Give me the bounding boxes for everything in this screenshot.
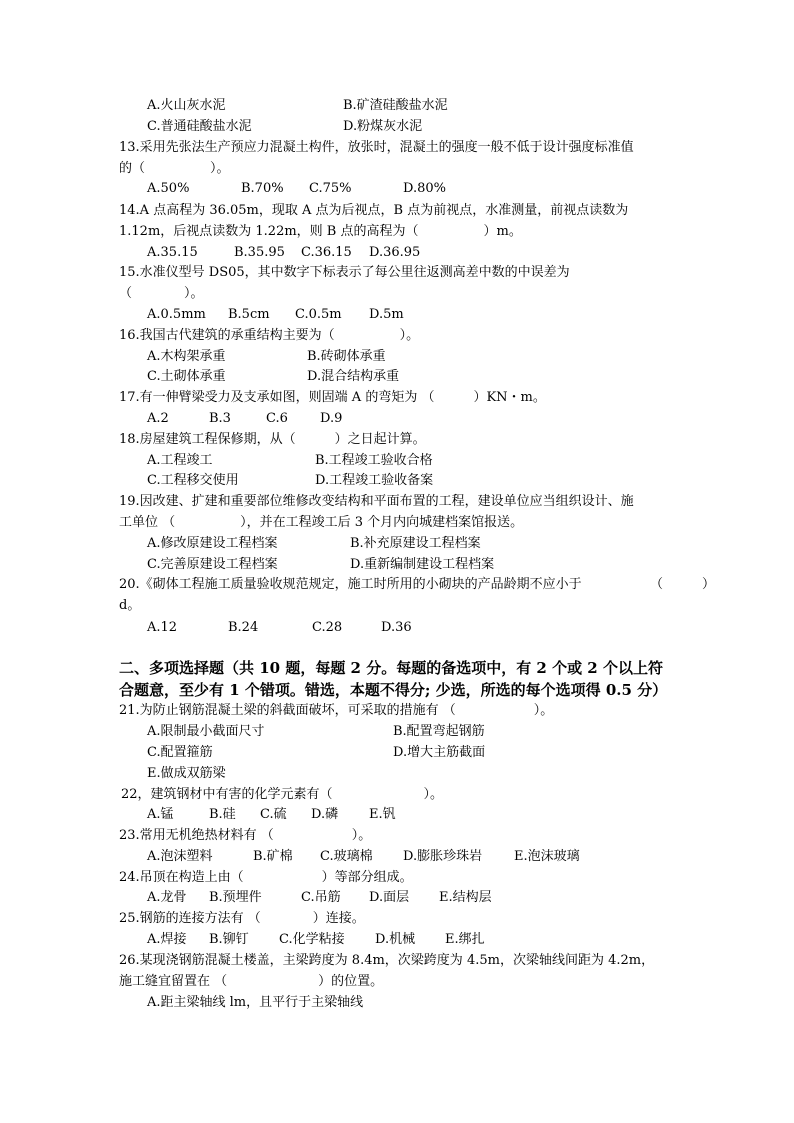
q14-option-c: C.36.15 bbox=[301, 245, 352, 260]
q17-option-c: C.6 bbox=[266, 411, 288, 426]
q17-option-b: B.3 bbox=[209, 411, 231, 426]
q25-option-b: B.铆钉 bbox=[209, 932, 249, 947]
q13-stem: 13.采用先张法生产预应力混凝土构件，放张时，混凝土的强度一般不低于设计强度标准值 bbox=[119, 140, 634, 155]
q20-stem-cont: d。 bbox=[119, 598, 141, 613]
q13-option-d: D.80% bbox=[403, 181, 446, 196]
q16-option-b: B.砖砌体承重 bbox=[307, 349, 386, 364]
q19-stem: 19.因改建、扩建和重要部位维修改变结构和平面布置的工程，建设单位应当组织设计、施 bbox=[119, 494, 634, 509]
q25-stem: 25.钢筋的连接方法有 （ ）连接。 bbox=[119, 911, 365, 926]
q19-option-c: C.完善原建设工程档案 bbox=[147, 557, 278, 572]
q20-option-a: A.12 bbox=[147, 620, 178, 635]
q19-option-a: A.修改原建设工程档案 bbox=[147, 536, 278, 551]
q20-option-c: C.28 bbox=[312, 620, 343, 635]
q22-option-b: B.硅 bbox=[209, 807, 236, 822]
q15-option-c: C.0.5m bbox=[295, 307, 342, 322]
q15-option-a: A.0.5mm bbox=[147, 307, 206, 322]
q22-stem: 22，建筑钢材中有害的化学元素有（ ）。 bbox=[121, 787, 444, 802]
q18-option-d: D.工程竣工验收备案 bbox=[315, 473, 434, 488]
q24-stem: 24.吊顶在构造上由（ ）等部分组成。 bbox=[119, 870, 413, 885]
q23-option-c: C.玻璃棉 bbox=[320, 849, 373, 864]
q17-option-d: D.9 bbox=[320, 411, 343, 426]
q24-option-e: E.结构层 bbox=[439, 890, 492, 905]
q24-option-b: B.预埋件 bbox=[209, 890, 262, 905]
q20-option-d: D.36 bbox=[381, 620, 412, 635]
q23-option-e: E.泡沫玻璃 bbox=[514, 849, 580, 864]
q25-option-d: D.机械 bbox=[375, 932, 416, 947]
q23-option-a: A.泡沫塑料 bbox=[147, 849, 213, 864]
q13-option-b: B.70% bbox=[241, 181, 284, 196]
q22-option-d: D.磷 bbox=[311, 807, 339, 822]
q20-answer-blank: （ ） bbox=[650, 577, 716, 592]
q21-option-e: E.做成双筋梁 bbox=[147, 766, 226, 781]
q20-stem: 20.《砌体工程施工质量验收规范规定，施工时所用的小砌块的产品龄期不应小于 bbox=[119, 577, 582, 592]
q26-stem-cont: 施工缝宜留置在 （ ）的位置。 bbox=[119, 974, 384, 989]
q13-option-a: A.50% bbox=[147, 181, 190, 196]
q18-option-c: C.工程移交使用 bbox=[147, 473, 239, 488]
q14-stem-cont: 1.12m，后视点读数为 1.22m，则 B 点的高程为（ ）m。 bbox=[119, 224, 522, 239]
q15-stem-cont: （ ）。 bbox=[119, 286, 204, 301]
q22-option-c: C.硫 bbox=[260, 807, 287, 822]
q21-option-a: A.限制最小截面尺寸 bbox=[147, 724, 265, 739]
q19-stem-cont: 工单位 （ ），并在工程竣工后 3 个月内向城建档案馆报送。 bbox=[119, 515, 524, 530]
q16-option-d: D.混合结构承重 bbox=[307, 369, 400, 384]
q22-option-a: A.锰 bbox=[147, 807, 174, 822]
q17-option-a: A.2 bbox=[147, 411, 169, 426]
q18-option-a: A.工程竣工 bbox=[147, 453, 213, 468]
q18-stem: 18.房屋建筑工程保修期，从（ ）之日起计算。 bbox=[119, 432, 426, 447]
q23-option-d: D.膨胀珍珠岩 bbox=[403, 849, 483, 864]
q16-option-c: C.土砌体承重 bbox=[147, 369, 226, 384]
q21-option-c: C.配置箍筋 bbox=[147, 745, 213, 760]
q14-stem: 14.A 点高程为 36.05m，现取 A 点为后视点，B 点为前视点，水准测量，前视点读数为 bbox=[119, 203, 629, 218]
q16-stem: 16.我国古代建筑的承重结构主要为（ ）。 bbox=[119, 328, 420, 343]
q12-option-d: D.粉煤灰水泥 bbox=[343, 119, 423, 134]
q14-option-d: D.36.95 bbox=[369, 245, 421, 260]
q20-option-b: B.24 bbox=[228, 620, 259, 635]
q12-option-a: A.火山灰水泥 bbox=[147, 98, 226, 113]
q13-stem-cont: 的（ ）。 bbox=[119, 161, 230, 176]
q26-stem: 26.某现浇钢筋混凝土楼盖，主梁跨度为 8.4m，次梁跨度为 4.5m，次梁轴线间距为 4.2m， bbox=[119, 953, 655, 968]
q25-option-c: C.化学粘接 bbox=[279, 932, 345, 947]
q24-option-d: D.面层 bbox=[369, 890, 410, 905]
q14-option-b: B.35.95 bbox=[234, 245, 285, 260]
q19-option-b: B.补充原建设工程档案 bbox=[350, 536, 481, 551]
section-heading-cont: 合题意，至少有 1 个错项。错选，本题不得分; 少选，所选的每个选项得 0.5 分） bbox=[119, 681, 668, 699]
section-heading: 二、多项选择题（共 10 题，每题 2 分。每题的备选项中，有 2 个或 2 个以上符 bbox=[119, 659, 663, 677]
q23-stem: 23.常用无机绝热材料有 （ ）。 bbox=[119, 828, 372, 843]
q13-option-c: C.75% bbox=[309, 181, 352, 196]
q24-option-c: C.吊筋 bbox=[301, 890, 341, 905]
q25-option-a: A.焊接 bbox=[147, 932, 187, 947]
q16-option-a: A.木构架承重 bbox=[147, 349, 226, 364]
q24-option-a: A.龙骨 bbox=[147, 890, 187, 905]
q21-option-d: D.增大主筋截面 bbox=[393, 745, 486, 760]
q22-option-e: E.钒 bbox=[369, 807, 396, 822]
q23-option-b: B.矿棉 bbox=[253, 849, 293, 864]
q12-option-c: C.普通硅酸盐水泥 bbox=[147, 119, 252, 134]
q12-option-b: B.矿渣硅酸盐水泥 bbox=[343, 98, 448, 113]
q15-option-b: B.5cm bbox=[228, 307, 270, 322]
q26-option-a: A.距主梁轴线 lm，且平行于主梁轴线 bbox=[147, 995, 364, 1010]
q25-option-e: E.绑扎 bbox=[445, 932, 485, 947]
q15-option-d: D.5m bbox=[369, 307, 404, 322]
q14-option-a: A.35.15 bbox=[147, 245, 198, 260]
q18-option-b: B.工程竣工验收合格 bbox=[315, 453, 433, 468]
q17-stem: 17.有一伸臂梁受力及支承如图，则固端 A 的弯矩为 （ ）KN・m。 bbox=[119, 390, 546, 405]
q21-stem: 21.为防止钢筋混凝土梁的斜截面破坏，可采取的措施有 （ ）。 bbox=[119, 703, 554, 718]
q19-option-d: D.重新编制建设工程档案 bbox=[350, 557, 495, 572]
q15-stem: 15.水准仪型号 DS05，其中数字下标表示了每公里往返测高差中数的中误差为 bbox=[119, 265, 570, 280]
q21-option-b: B.配置弯起钢筋 bbox=[393, 724, 485, 739]
